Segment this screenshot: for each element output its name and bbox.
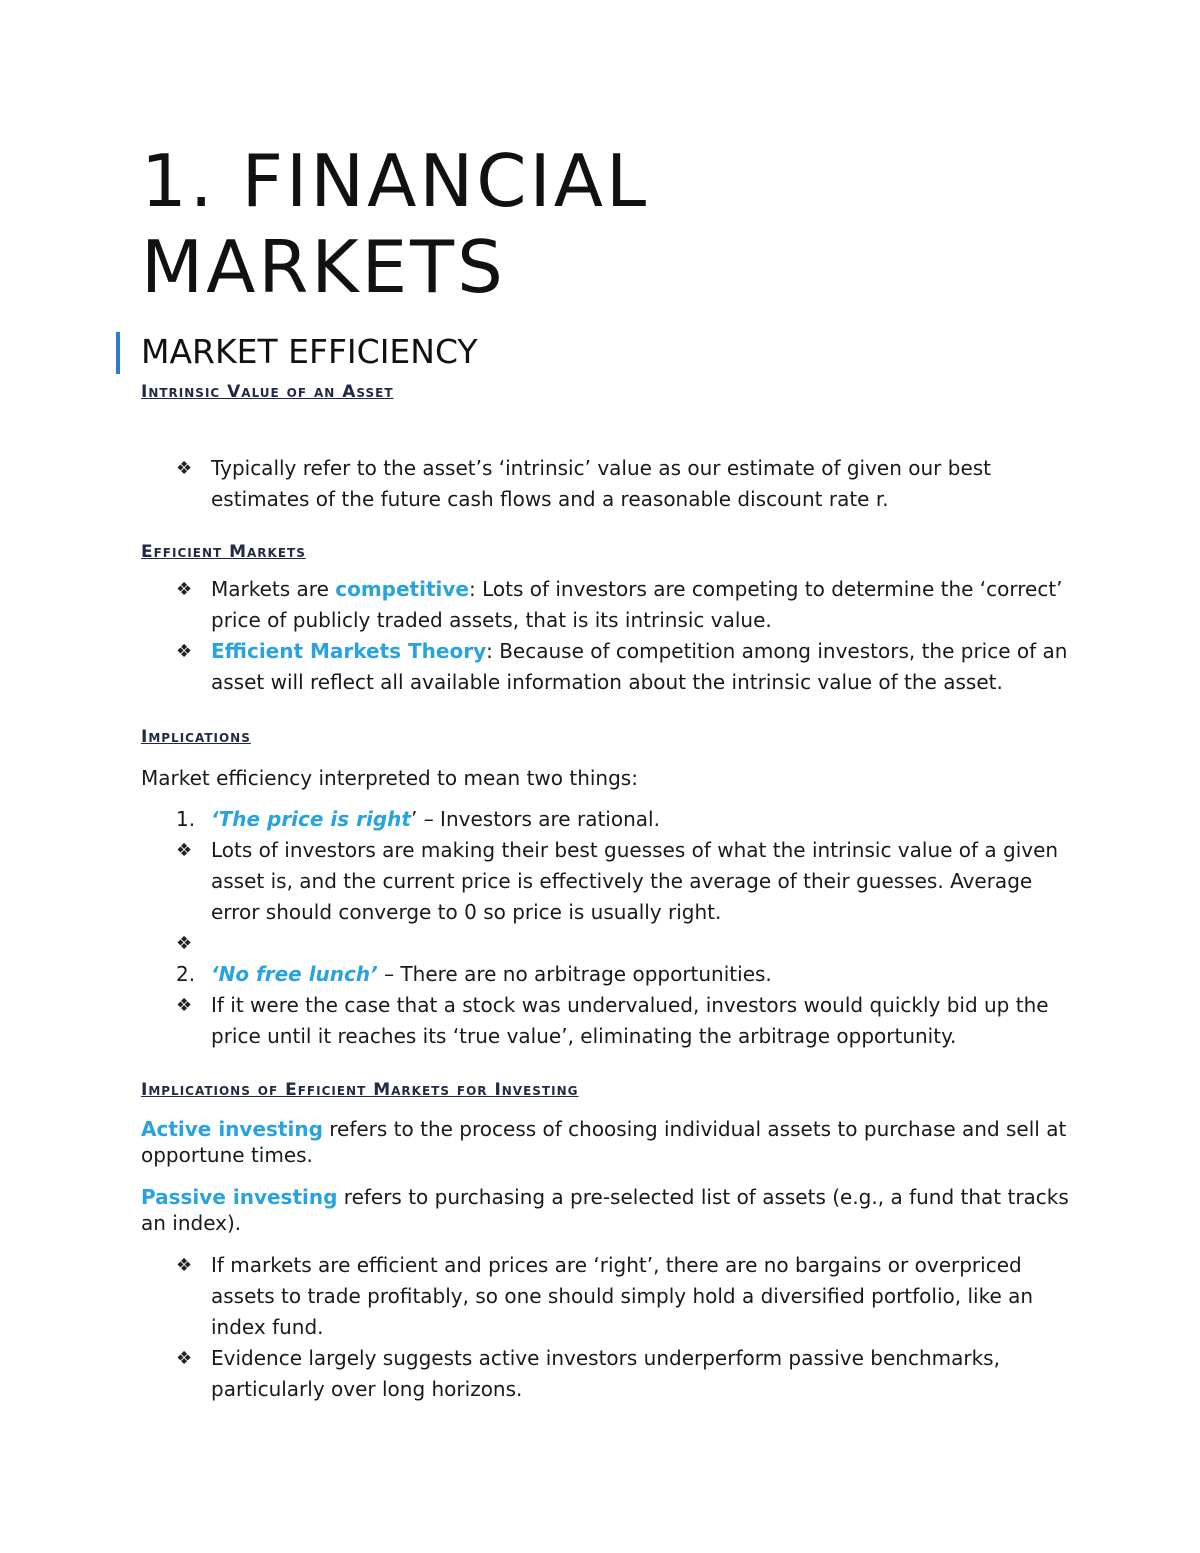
term-passive-investing: Passive investing xyxy=(141,1185,338,1209)
subheading-implications: Implications xyxy=(141,727,251,747)
list-item xyxy=(140,453,1071,515)
list-item-text: Evidence largely suggests active investors underperform passive benchmarks, particularly over long horizons. xyxy=(211,1346,1000,1401)
section-accent-bar xyxy=(116,332,120,374)
list-item-empty xyxy=(140,928,1071,959)
intrinsic-list xyxy=(141,453,1071,515)
list-item-text-post: : Because of competition among investors, the price of an asset will reflect all available information about the intrinsic value of the asset. xyxy=(211,639,1068,694)
list-item xyxy=(140,990,1071,1052)
active-investing-text: refers to the process of choosing individual assets to purchase and sell at opportune times. xyxy=(141,1117,1067,1167)
list-item-text: If markets are efficient and prices are ‘right’, there are no bargains or overpriced assets to trade profitably, so one should simply hold a diversified portfolio, like an index fund. xyxy=(211,1253,1034,1339)
subheading-intrinsic: Intrinsic Value of an Asset xyxy=(141,382,394,402)
diamond-bullet-icon: ❖ xyxy=(176,933,193,954)
investing-list xyxy=(141,1250,1071,1405)
passive-investing-paragraph xyxy=(141,1184,1071,1236)
term-price-is-right: ‘The price is right xyxy=(211,807,411,831)
list-item-text-pre: Markets are xyxy=(211,577,336,601)
term-competitive: competitive xyxy=(335,577,469,601)
numbered-item xyxy=(140,804,1071,835)
implications-list xyxy=(141,804,1071,1052)
diamond-bullet-icon: ❖ xyxy=(176,1255,193,1276)
numbered-item-text: ’ – Investors are rational. xyxy=(410,807,660,831)
list-item-text: Typically refer to the asset’s ‘intrinsic’ value as our estimate of given our best estimates of the future cash flows and a reasonable discount rate r. xyxy=(211,456,992,511)
diamond-bullet-icon: ❖ xyxy=(176,1348,193,1369)
subheading-investing: Implications of Efficient Markets for Investing xyxy=(141,1080,579,1100)
diamond-bullet-icon: ❖ xyxy=(176,995,193,1016)
efficient-list xyxy=(141,574,1071,698)
list-item xyxy=(140,636,1071,698)
term-no-free-lunch: ‘No free lunch’ xyxy=(211,962,378,986)
list-item-text: Lots of investors are making their best guesses of what the intrinsic value of a given asset is, and the current price is effectively the average of their guesses. Average error should converge to 0 so price is usually right. xyxy=(211,838,1059,924)
title-line-1: 1. FINANCIAL xyxy=(141,139,650,223)
item-number: 2. xyxy=(176,962,196,986)
numbered-item xyxy=(140,959,1071,990)
list-item xyxy=(140,1250,1071,1343)
title-line-2: MARKETS xyxy=(141,225,506,309)
diamond-bullet-icon: ❖ xyxy=(176,641,193,662)
diamond-bullet-icon: ❖ xyxy=(176,840,193,861)
list-item-text-post: : Lots of investors are competing to determine the ‘correct’ price of publicly traded assets, that is its intrinsic value. xyxy=(211,577,1063,632)
document-content xyxy=(141,138,1071,1405)
term-active-investing: Active investing xyxy=(141,1117,323,1141)
passive-investing-text: refers to purchasing a pre-selected list of assets (e.g., a fund that tracks an index). xyxy=(141,1185,1069,1235)
diamond-bullet-icon: ❖ xyxy=(176,579,193,600)
list-item xyxy=(140,1343,1071,1405)
list-item xyxy=(140,574,1071,636)
subheading-efficient-markets: Efficient Markets xyxy=(141,542,306,562)
active-investing-paragraph xyxy=(141,1116,1071,1168)
implications-intro: Market efficiency interpreted to mean two things: xyxy=(141,766,638,790)
list-item xyxy=(140,835,1071,928)
item-number: 1. xyxy=(176,807,196,831)
diamond-bullet-icon: ❖ xyxy=(176,458,193,479)
section-heading-text: MARKET EFFICIENCY xyxy=(141,332,478,371)
list-item-text: If it were the case that a stock was undervalued, investors would quickly bid up the price until it reaches its ‘true value’, eliminating the arbitrage opportunity. xyxy=(211,993,1049,1048)
section-heading xyxy=(141,332,1071,372)
numbered-item-text: – There are no arbitrage opportunities. xyxy=(377,962,772,986)
page-title xyxy=(141,138,1071,310)
term-efficient-markets-theory: Efficient Markets Theory xyxy=(211,639,487,663)
